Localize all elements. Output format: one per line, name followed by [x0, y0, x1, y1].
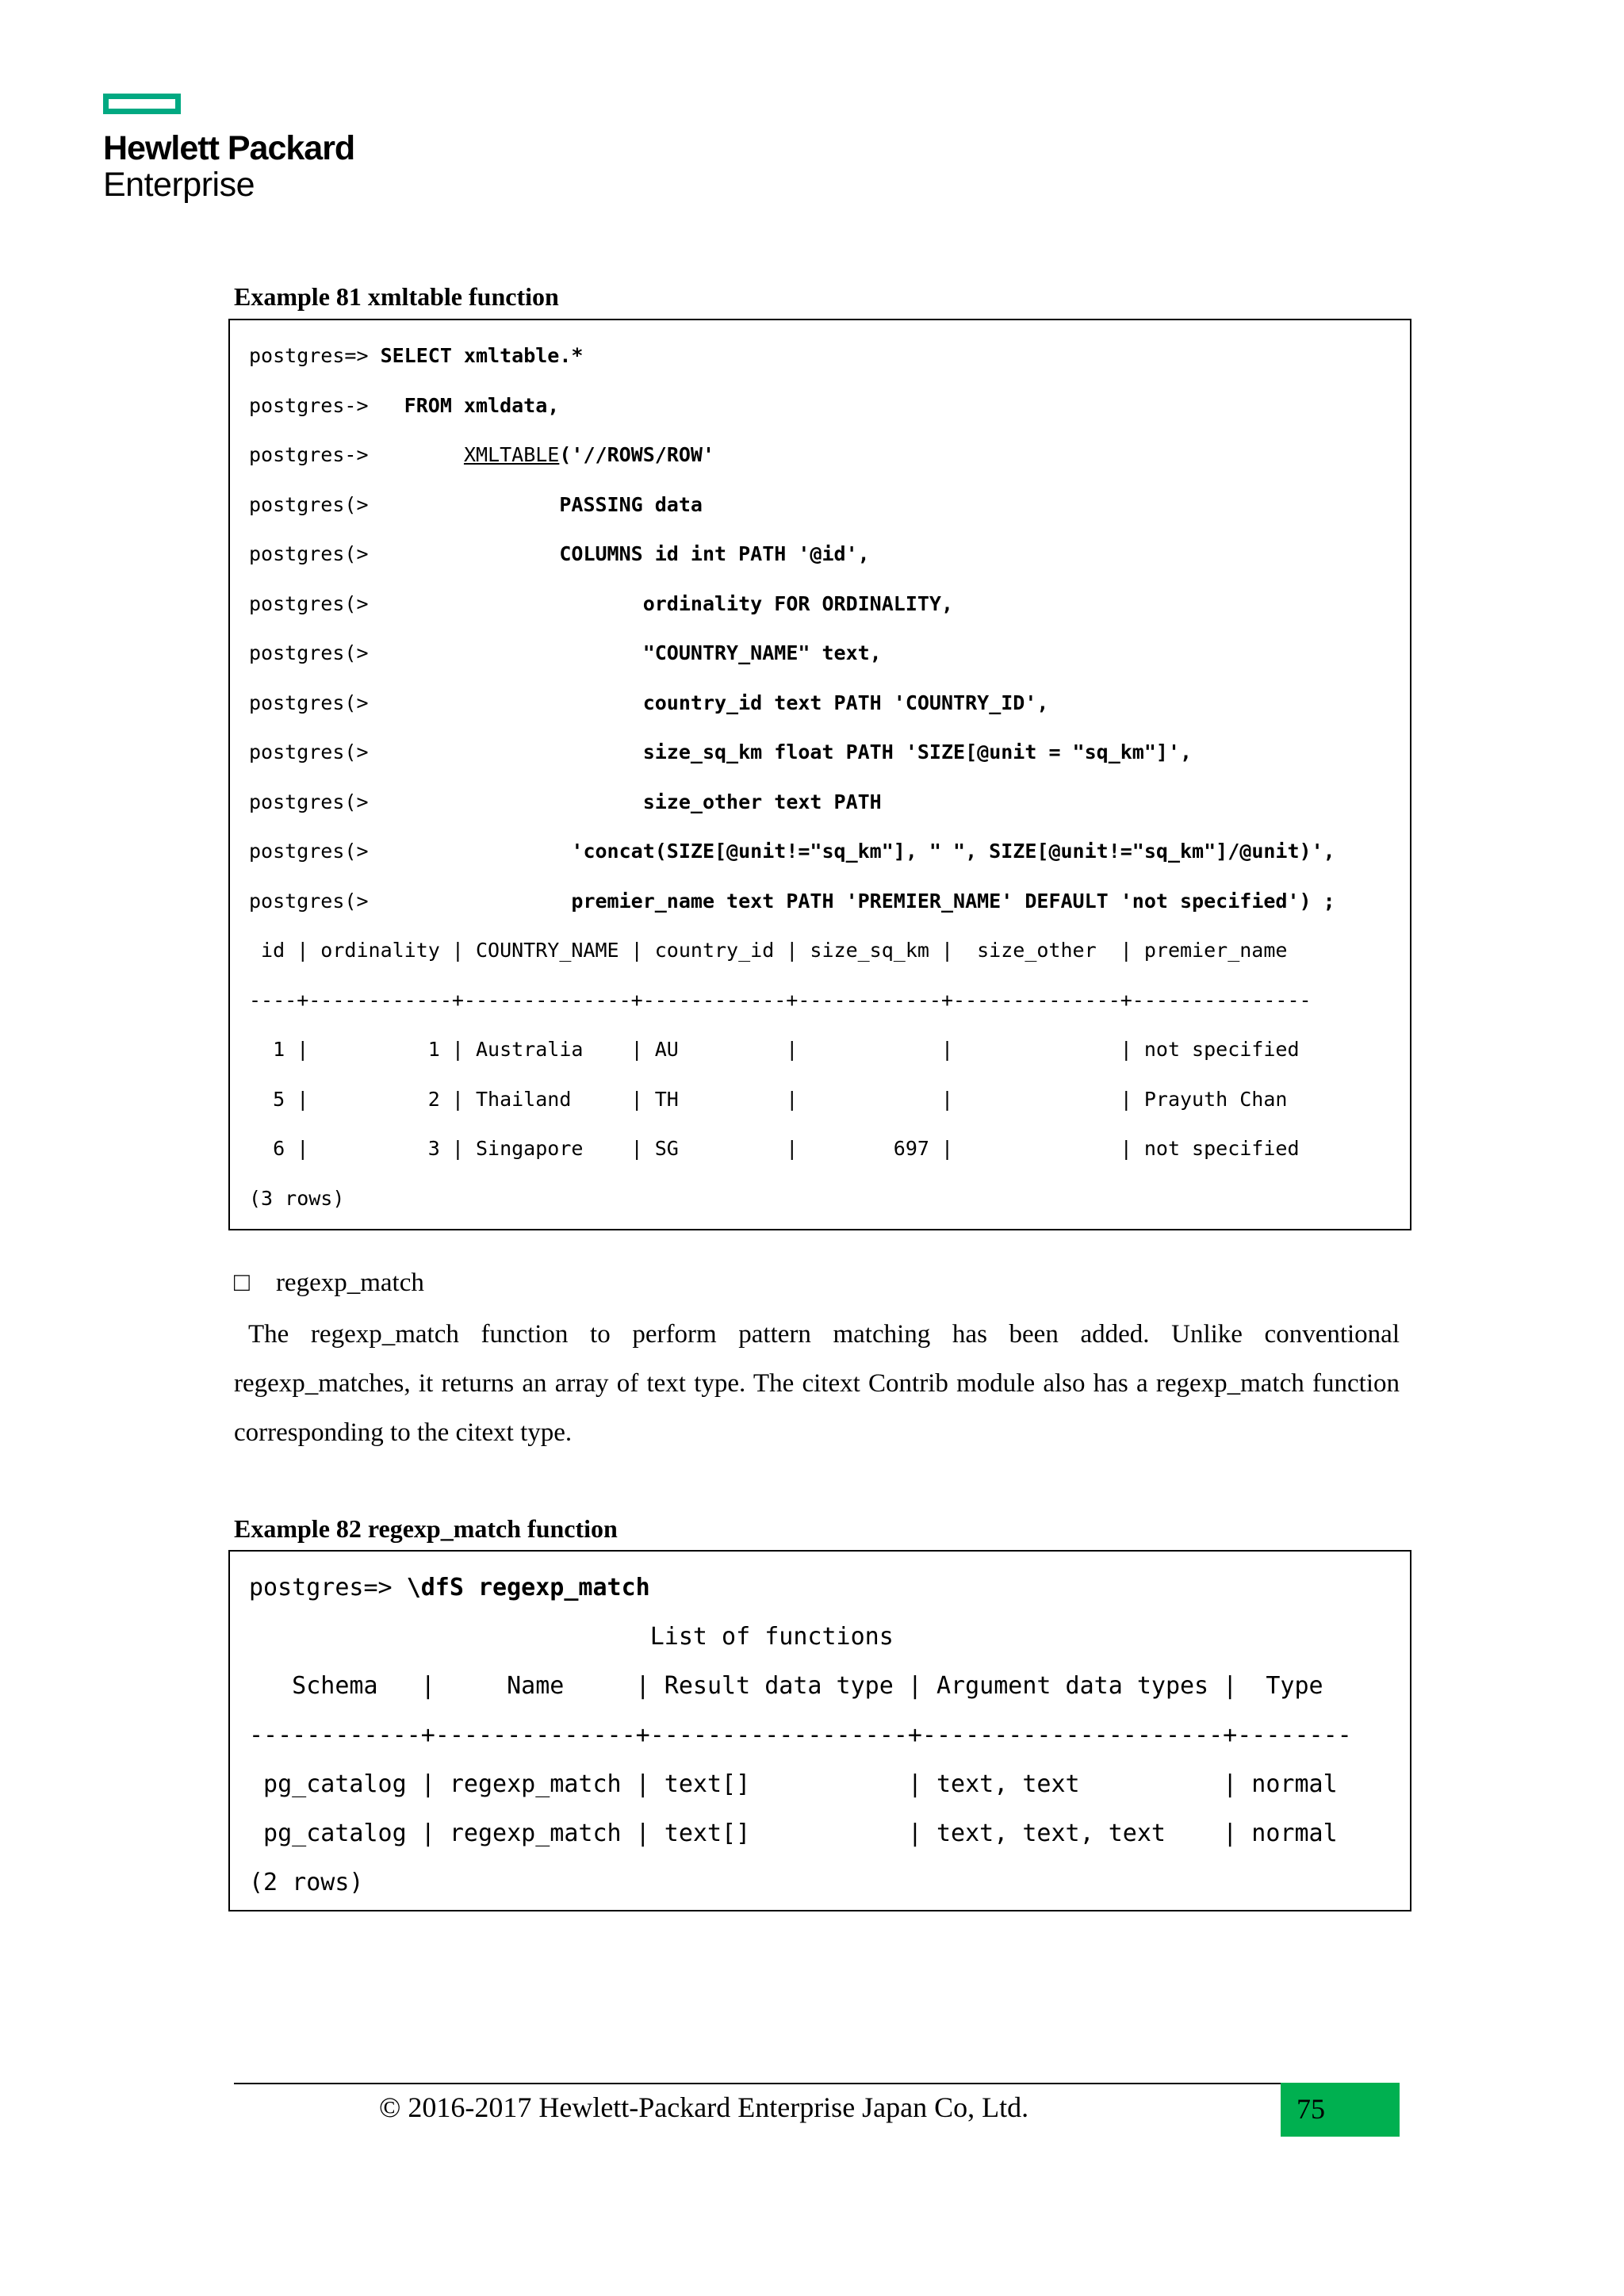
hpe-logo-mark [103, 94, 181, 114]
footer-copyright: © 2016-2017 Hewlett-Packard Enterprise Japan Co, Ltd. [379, 2091, 1029, 2123]
code-line [249, 1187, 344, 1210]
code-line [249, 1869, 364, 1896]
code-segment: ------------+--------------+------------------+---------------------+-------- [249, 1721, 1352, 1749]
code-segment: XMLTABLE [463, 443, 560, 466]
code-line [249, 1137, 1300, 1160]
code-line [249, 1672, 1323, 1700]
code-line [249, 394, 559, 417]
code-segment: postgres(> [249, 542, 560, 565]
code-segment: postgres=> [249, 1574, 407, 1601]
code-segment: 6 | 3 | Singapore | SG | 697 | | not specified [249, 1137, 1300, 1160]
code-segment: postgres(> [249, 591, 643, 615]
code-segment: postgres-> [249, 443, 464, 466]
code-segment: postgres(> [249, 691, 643, 714]
code-segment: List of functions [249, 1623, 894, 1651]
code-line [249, 890, 1335, 913]
code-line [249, 641, 882, 664]
code-segment: COLUMNS id int PATH '@id', [559, 542, 870, 565]
code-segment: postgres(> [249, 889, 572, 913]
code-line [249, 1088, 1287, 1111]
section-heading-text: regexp_match [275, 1269, 424, 1297]
code-line [249, 542, 870, 565]
code-line [249, 1721, 1352, 1749]
code-segment: 1 | 1 | Australia | AU | | | not specified [249, 1038, 1300, 1061]
code-segment: postgres(> [249, 641, 643, 664]
example81-code-box [228, 319, 1411, 1230]
code-segment: ----+------------+--------------+------------+------------+--------------+--------------- [249, 988, 1312, 1012]
code-segment: ordinality FOR ORDINALITY, [642, 591, 954, 615]
code-segment: country_id text PATH 'COUNTRY_ID', [642, 691, 1049, 714]
section-paragraph: The regexp_match function to perform pattern matching has been added. Unlike conventional regexp_matches, it returns an array of text type. The citext Contrib module also has a regexp_match function corresponding to the citext type. [234, 1320, 1400, 1447]
code-line [249, 493, 703, 516]
code-line [249, 1574, 650, 1601]
example82-caption: Example 82 regexp_match function [234, 1514, 618, 1543]
code-segment: postgres(> [249, 492, 560, 516]
section-heading [234, 1269, 424, 1298]
code-line [249, 1038, 1300, 1061]
code-segment: size_sq_km float PATH 'SIZE[@unit = "sq_km"]', [642, 740, 1193, 763]
code-segment: ('//ROWS/ROW' [559, 443, 715, 466]
code-segment: \dfS regexp_match [406, 1574, 650, 1601]
code-line [249, 592, 953, 615]
code-line [249, 790, 882, 813]
code-line [249, 939, 1287, 962]
code-segment: pg_catalog | regexp_match | text[] | text, text | normal [249, 1770, 1338, 1798]
code-segment: SELECT xmltable.* [380, 344, 584, 367]
code-line [249, 740, 1192, 763]
code-segment: postgres(> [249, 740, 643, 763]
bullet-square-icon: □ [234, 1269, 250, 1297]
code-segment: postgres(> [249, 790, 643, 813]
code-segment: PASSING data [559, 492, 703, 516]
logo-text-line2: Enterprise [103, 166, 255, 204]
code-line [249, 691, 1048, 714]
logo-text-line1: Hewlett Packard [103, 129, 355, 167]
code-segment: (3 rows) [249, 1186, 345, 1210]
code-segment: FROM xmldata, [404, 393, 560, 417]
footer-rule [234, 2083, 1281, 2084]
code-segment: (2 rows) [249, 1869, 364, 1896]
hpe-logo [103, 94, 354, 203]
code-segment: postgres=> [249, 344, 381, 367]
code-line [249, 344, 583, 367]
code-segment: id | ordinality | COUNTRY_NAME | country_id | size_sq_km | size_other | premier_name [249, 939, 1288, 962]
example81-caption: Example 81 xmltable function [234, 282, 559, 311]
code-line [249, 443, 714, 466]
code-line [249, 840, 1335, 863]
code-segment: size_other text PATH [642, 790, 882, 813]
code-line [249, 1623, 894, 1651]
code-line [249, 1820, 1338, 1847]
code-segment: premier_name text PATH 'PREMIER_NAME' DEFAULT 'not specified') ; [571, 889, 1335, 913]
code-segment: postgres(> [249, 840, 572, 863]
code-segment: "COUNTRY_NAME" text, [642, 641, 882, 664]
code-segment: pg_catalog | regexp_match | text[] | text, text, text | normal [249, 1820, 1338, 1847]
code-segment: 5 | 2 | Thailand | TH | | | Prayuth Chan [249, 1087, 1288, 1111]
example82-code-box [228, 1550, 1411, 1911]
code-segment: 'concat(SIZE[@unit!="sq_km"], " ", SIZE[@unit!="sq_km"]/@unit)', [571, 840, 1335, 863]
code-line [249, 1770, 1338, 1798]
code-line [249, 989, 1312, 1012]
code-segment: Schema | Name | Result data type | Argument data types | Type [249, 1672, 1323, 1700]
page-number: 75 [1281, 2083, 1400, 2137]
code-segment: postgres-> [249, 393, 404, 417]
